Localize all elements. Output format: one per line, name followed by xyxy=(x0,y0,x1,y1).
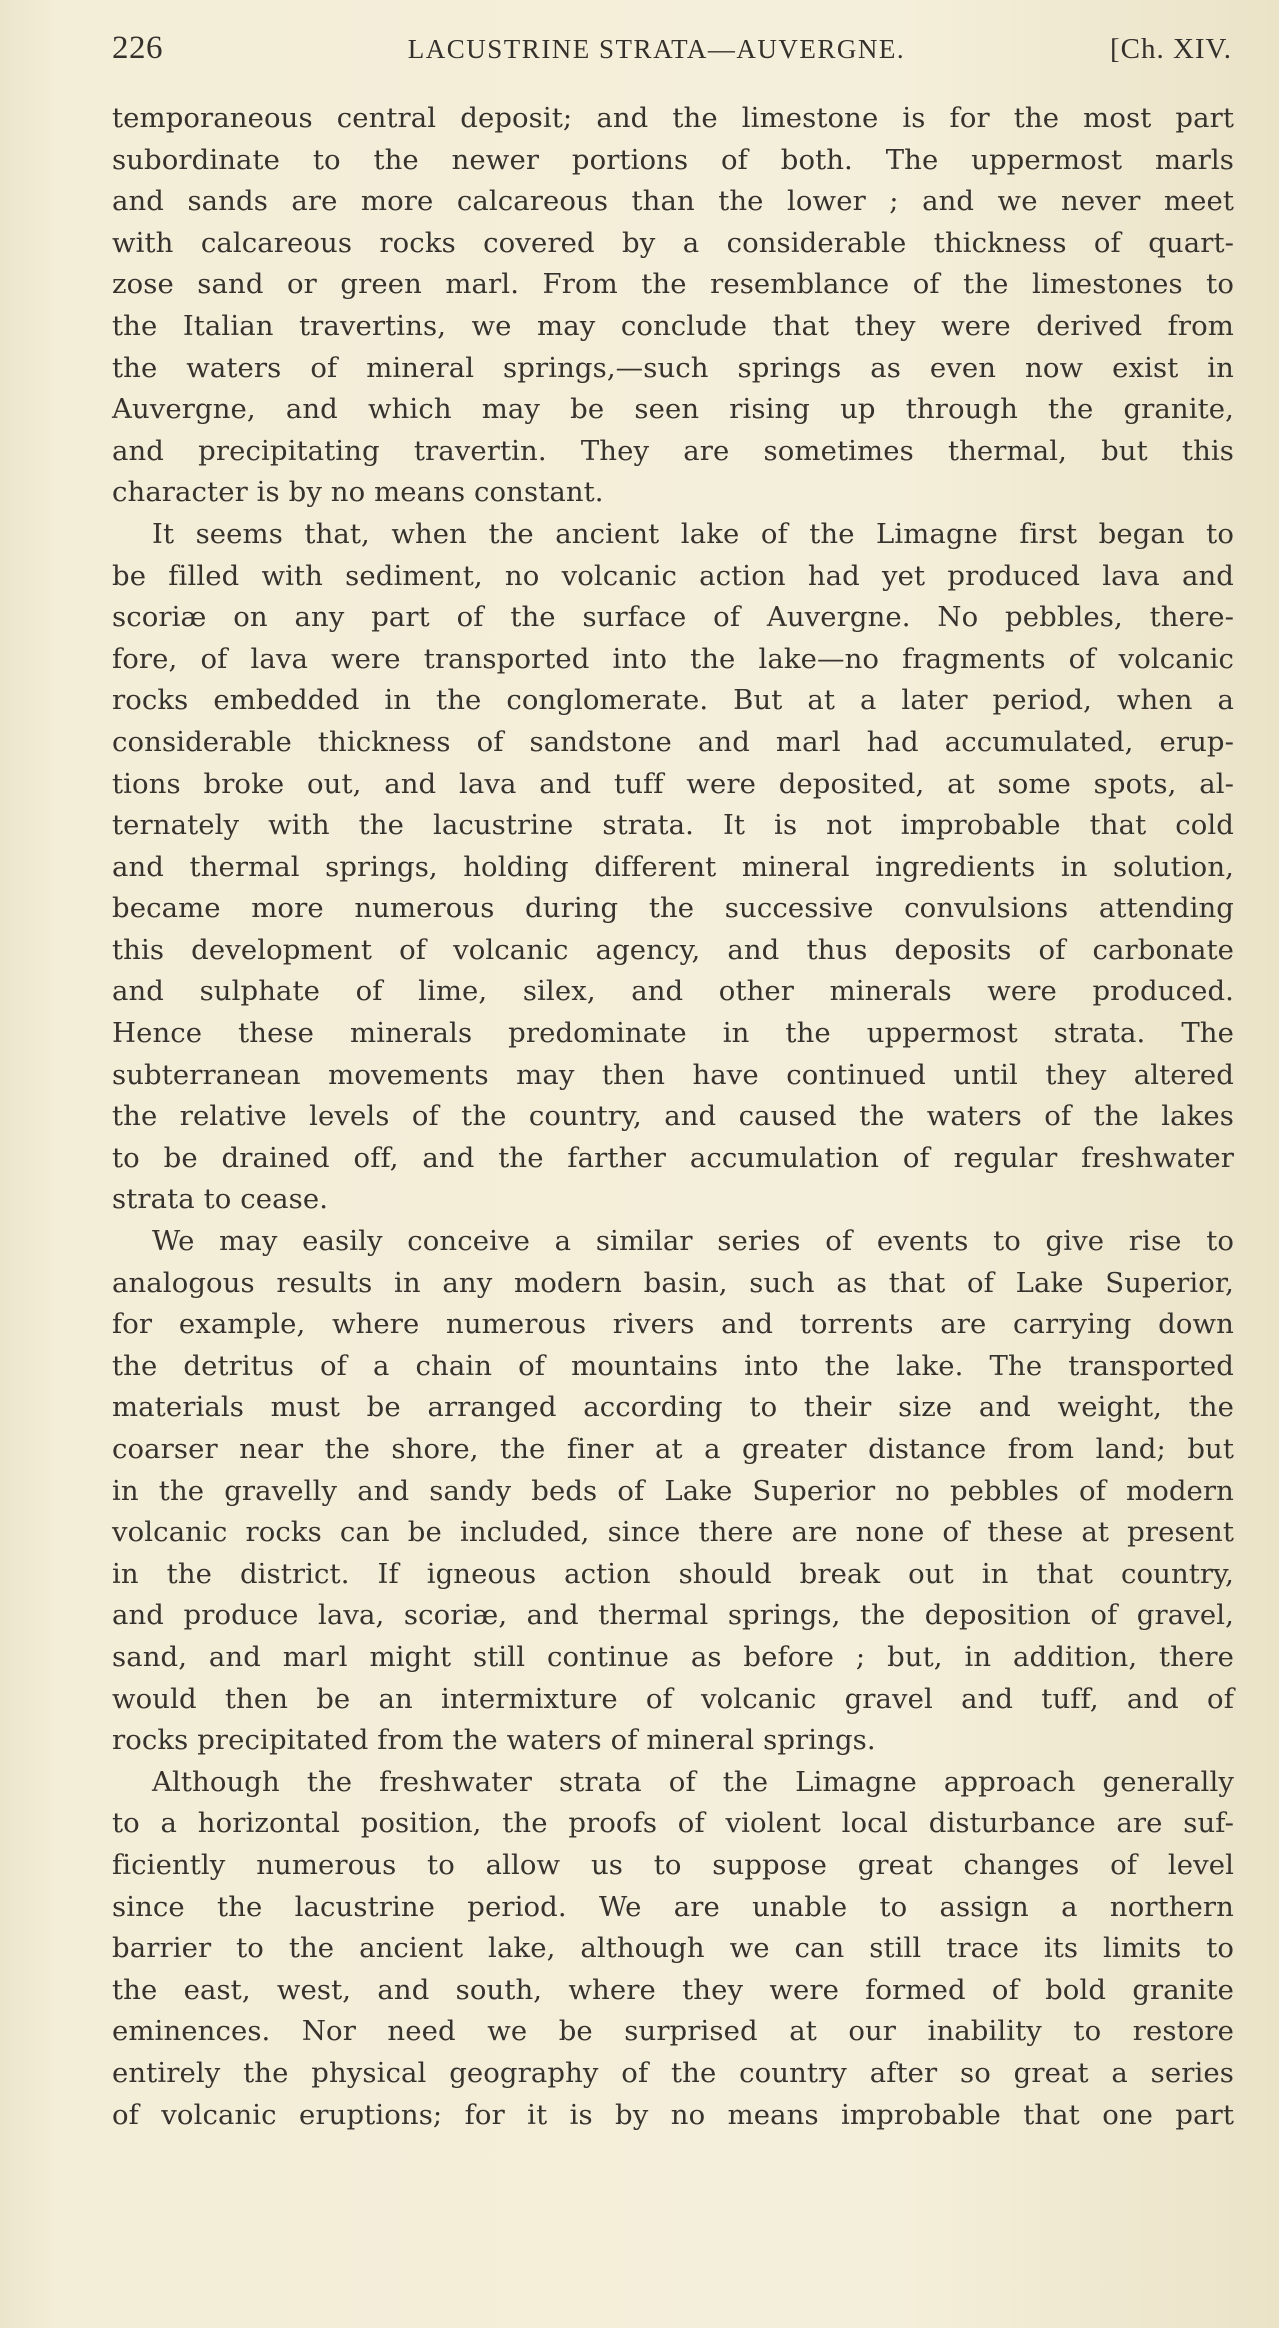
text-line: temporaneous central deposit; and the limestone is for the most part xyxy=(112,102,1234,134)
text-line: be filled with sediment, no volcanic action had yet produced lava and xyxy=(112,559,1234,592)
running-title: LACUSTRINE STRATA—AUVERGNE. xyxy=(407,34,906,64)
text-line: strata to cease. xyxy=(112,1183,329,1216)
text-line: materials must be arranged according to their size and weight, the xyxy=(112,1391,1234,1424)
text-line: scoriæ on any part of the surface of Auvergne. No pebbles, there- xyxy=(112,601,1234,634)
text-line: Auvergne, and which may be seen rising up through the granite, xyxy=(112,393,1234,426)
text-line: since the lacustrine period. We are unable to assign a northern xyxy=(112,1890,1234,1923)
text-line: coarser near the shore, the finer at a greater distance from land; but xyxy=(112,1433,1234,1465)
text-line: Although the freshwater strata of the Limagne approach generally xyxy=(152,1765,1234,1798)
text-line: the Italian travertins, we may conclude that they were derived from xyxy=(112,309,1234,342)
text-line: subordinate to the newer portions of both. The uppermost marls xyxy=(112,143,1234,176)
text-line: ternately with the lacustrine strata. It is not improbable that cold xyxy=(112,809,1234,842)
text-line: and sands are more calcareous than the lower ; and we never meet xyxy=(112,185,1234,218)
chapter-reference: [Ch. XIV. xyxy=(1109,33,1232,65)
text-line: sand, and marl might still continue as before ; but, in addition, there xyxy=(112,1640,1234,1673)
text-line: rocks embedded in the conglomerate. But at a later period, when a xyxy=(112,684,1234,717)
text-line: the detritus of a chain of mountains into the lake. The transported xyxy=(112,1349,1234,1382)
text-line: with calcareous rocks covered by a considerable thickness of quart- xyxy=(112,226,1234,259)
text-line: would then be an intermixture of volcanic gravel and tuff, and of xyxy=(112,1682,1234,1715)
text-line: this development of volcanic agency, and thus deposits of carbonate xyxy=(112,933,1234,966)
text-line: to be drained off, and the farther accumulation of regular freshwater xyxy=(112,1141,1234,1174)
text-line: entirely the physical geography of the country after so great a series xyxy=(112,2056,1234,2089)
text-line: to a horizontal position, the proofs of violent local disturbance are suf- xyxy=(112,1807,1234,1840)
page-header xyxy=(112,30,1232,74)
text-line: tions broke out, and lava and tuff were deposited, at some spots, al- xyxy=(112,767,1234,800)
text-line: zose sand or green marl. From the resemblance of the limestones to xyxy=(112,268,1234,301)
text-line: eminences. Nor need we be surprised at our inability to restore xyxy=(112,2015,1234,2048)
text-line: the waters of mineral springs,—such springs as even now exist in xyxy=(112,351,1234,384)
text-line: the east, west, and south, where they were formed of bold granite xyxy=(112,1973,1234,2006)
text-line: Hence these minerals predominate in the uppermost strata. The xyxy=(112,1017,1234,1050)
body-text xyxy=(112,98,1234,2136)
text-line: character is by no means constant. xyxy=(112,476,604,509)
text-line: became more numerous during the successive convulsions attending xyxy=(112,892,1234,925)
text-line: of volcanic eruptions; for it is by no means improbable that one part xyxy=(112,2098,1234,2131)
text-line: and precipitating travertin. They are sometimes thermal, but this xyxy=(112,434,1234,467)
text-line: fore, of lava were transported into the lake—no fragments of volcanic xyxy=(112,642,1234,675)
text-line: and produce lava, scoriæ, and thermal springs, the deposition of gravel, xyxy=(112,1599,1234,1632)
text-line: volcanic rocks can be included, since there are none of these at present xyxy=(112,1516,1234,1549)
text-line: for example, where numerous rivers and torrents are carrying down xyxy=(112,1308,1234,1341)
text-line: in the gravelly and sandy beds of Lake Superior no pebbles of modern xyxy=(112,1474,1234,1507)
text-line: and thermal springs, holding different mineral ingredients in solution, xyxy=(112,850,1234,883)
text-line: and sulphate of lime, silex, and other minerals were produced. xyxy=(112,975,1234,1008)
text-line: considerable thickness of sandstone and marl had accumulated, erup- xyxy=(112,725,1234,758)
text-line: We may easily conceive a similar series of events to give rise to xyxy=(152,1225,1234,1258)
page-number: 226 xyxy=(112,30,163,66)
text-line: analogous results in any modern basin, such as that of Lake Superior, xyxy=(112,1266,1234,1299)
text-line: in the district. If igneous action should break out in that country, xyxy=(112,1557,1234,1590)
text-line: barrier to the ancient lake, although we can still trace its limits to xyxy=(112,1932,1234,1965)
text-line: It seems that, when the ancient lake of the Limagne first began to xyxy=(152,517,1234,550)
text-line: ficiently numerous to allow us to suppose great changes of level xyxy=(112,1848,1234,1881)
text-line: the relative levels of the country, and caused the waters of the lakes xyxy=(112,1100,1234,1133)
text-line: subterranean movements may then have continued until they altered xyxy=(112,1058,1234,1091)
text-line: rocks precipitated from the waters of mineral springs. xyxy=(112,1724,876,1757)
